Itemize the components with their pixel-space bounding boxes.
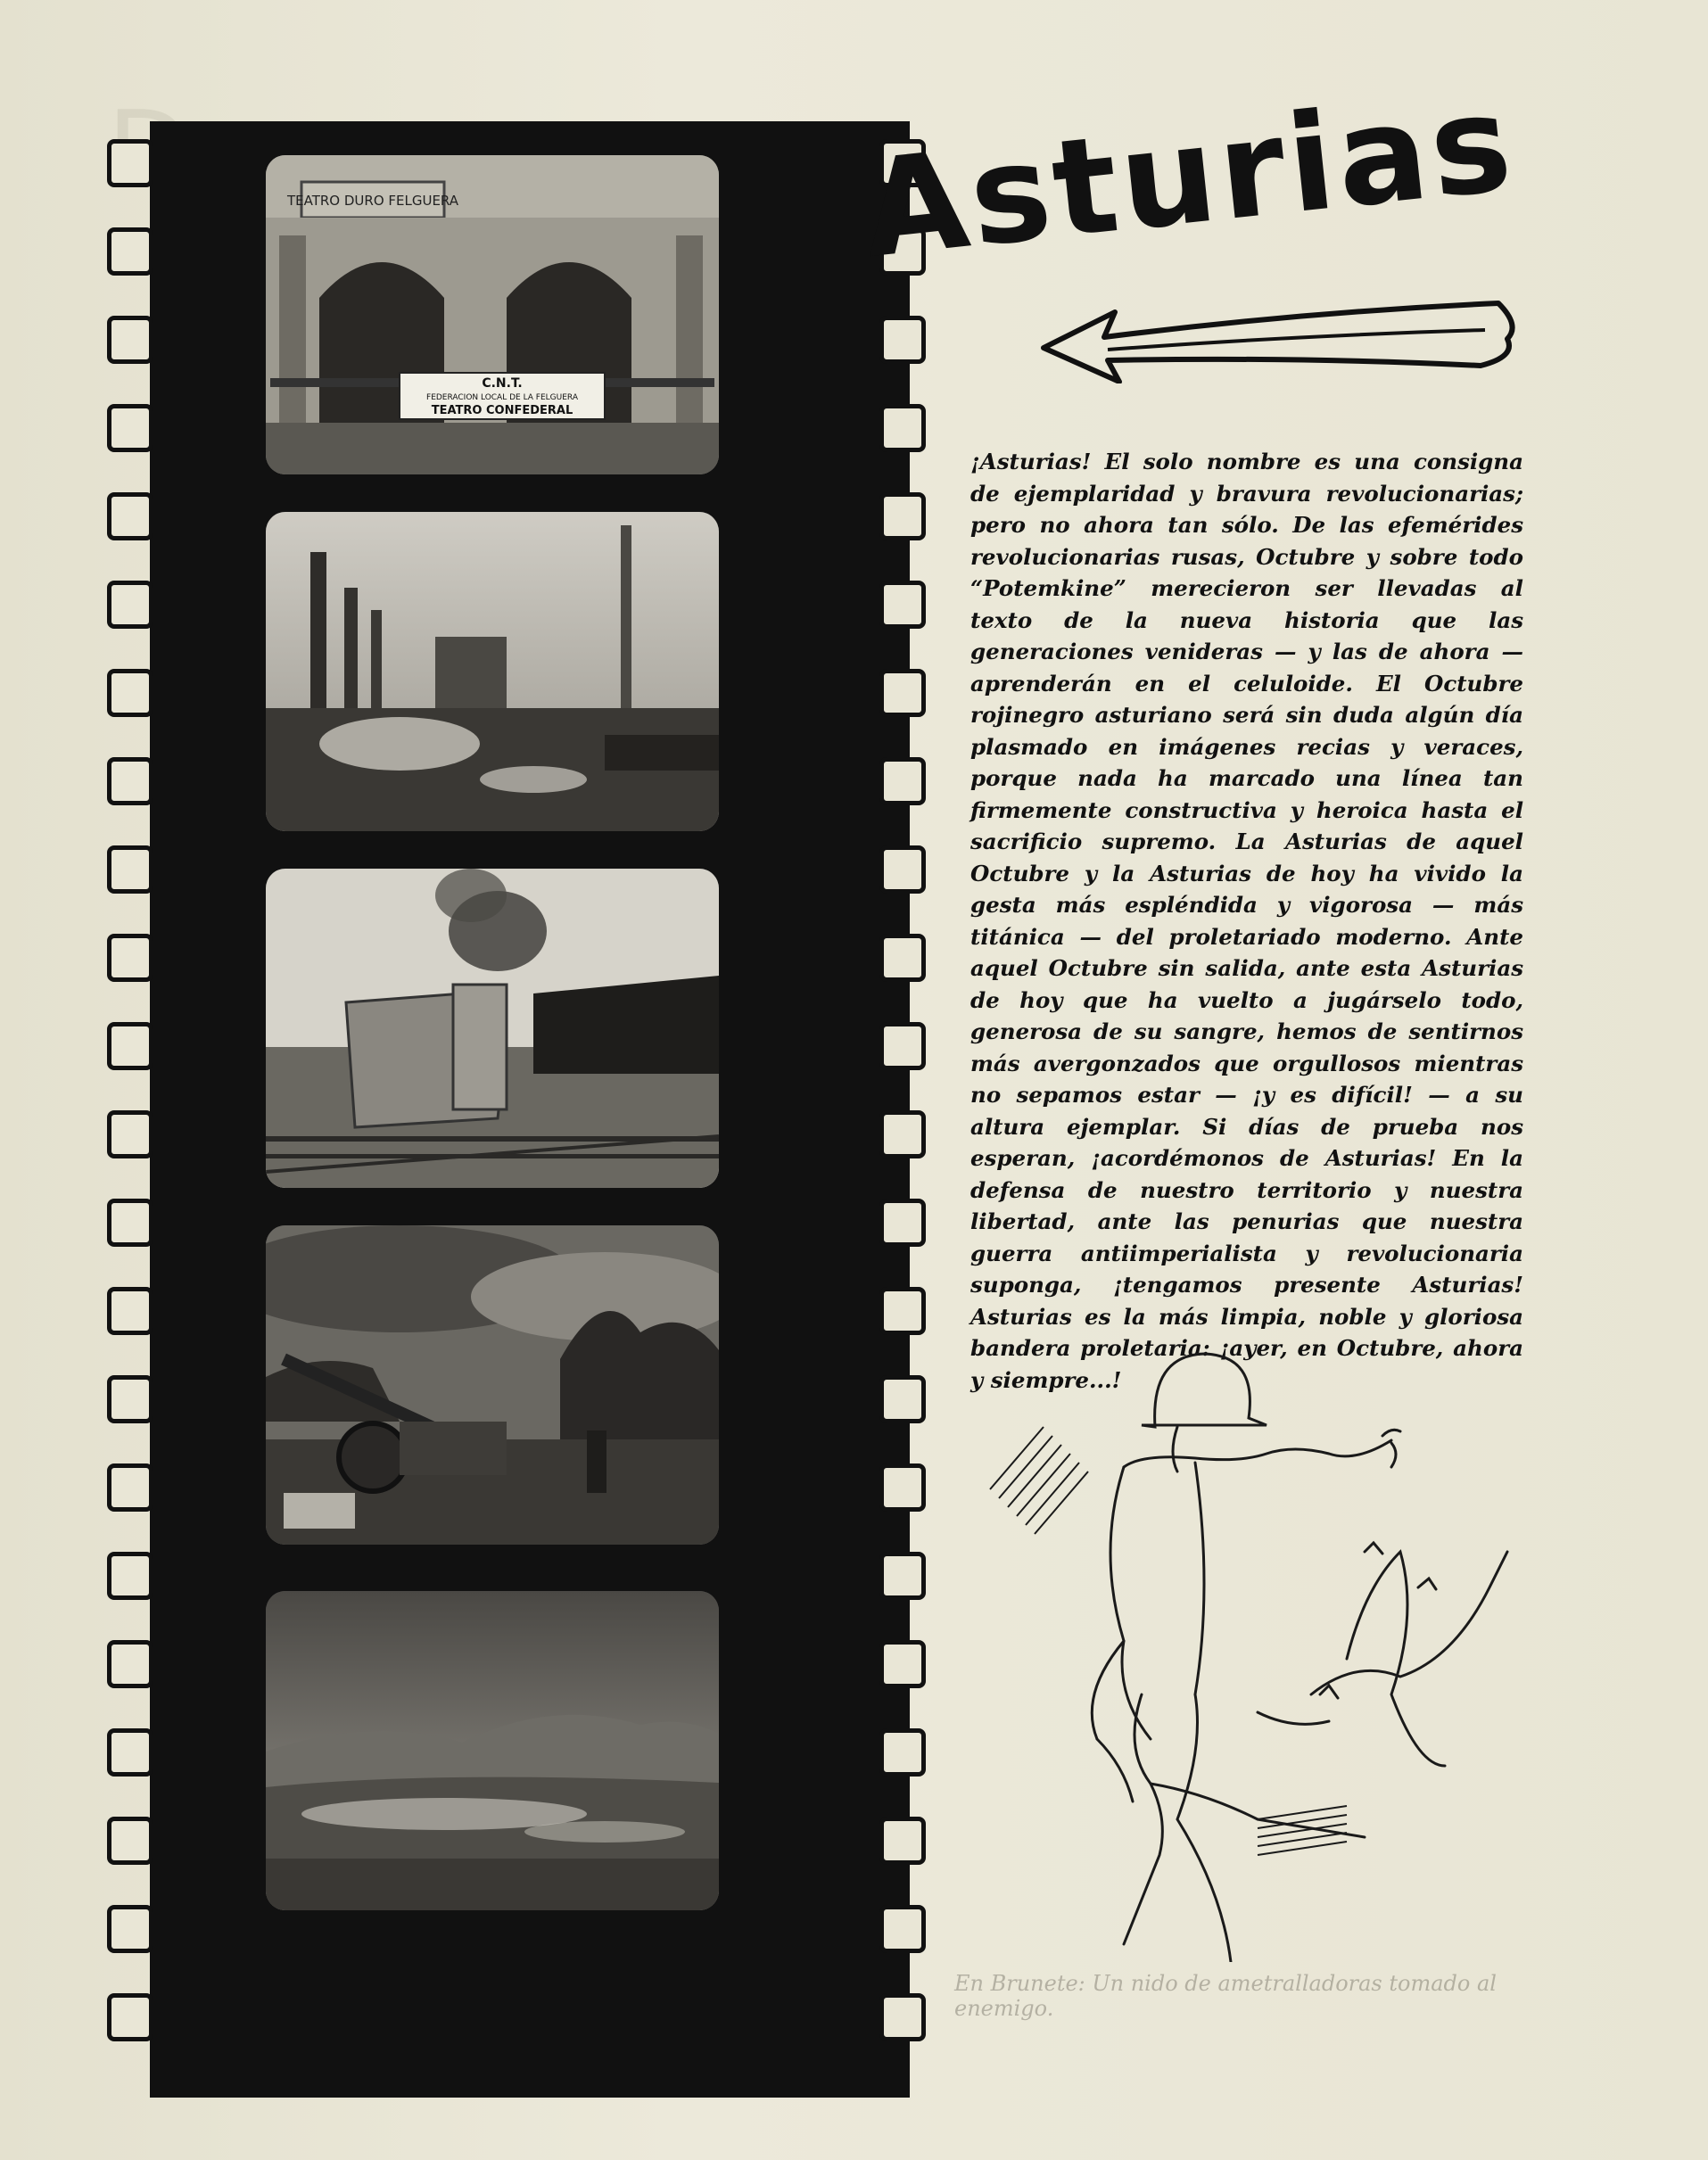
film-perforation xyxy=(879,1110,926,1158)
film-perforation xyxy=(107,1199,153,1247)
film-perforation xyxy=(107,1110,153,1158)
film-frame-theatre xyxy=(266,155,719,474)
film-perforation xyxy=(879,1463,926,1512)
film-perforation xyxy=(107,404,153,452)
film-perforation xyxy=(879,1728,926,1777)
film-perforation xyxy=(107,1552,153,1600)
film-perforations-left xyxy=(107,121,169,2098)
film-strip xyxy=(150,121,910,2098)
film-perforation xyxy=(107,934,153,982)
valley-photo xyxy=(266,1591,719,1910)
film-perforation xyxy=(879,757,926,805)
factory-photo xyxy=(266,512,719,831)
banner-line-2: FEDERACION LOCAL DE LA FELGUERA xyxy=(426,393,578,402)
film-perforation xyxy=(879,1287,926,1335)
film-frame-factory xyxy=(266,512,719,831)
film-perforation xyxy=(107,1022,153,1070)
film-perforation xyxy=(107,1905,153,1953)
bleed-through-caption: En Brunete: Un nido de ametralladoras tomado al enemigo. xyxy=(954,1971,1497,2021)
film-perforation xyxy=(879,669,926,717)
film-perforation xyxy=(879,1552,926,1600)
film-perforation xyxy=(107,757,153,805)
soldier-illustration xyxy=(972,1320,1525,1962)
film-perforation xyxy=(879,1817,926,1865)
film-perforation xyxy=(879,1640,926,1688)
film-perforation xyxy=(107,492,153,540)
film-perforation xyxy=(879,1199,926,1247)
film-perforation xyxy=(107,1287,153,1335)
film-perforation xyxy=(879,1905,926,1953)
film-perforation xyxy=(107,316,153,364)
banner-line-3: TEATRO CONFEDERAL xyxy=(431,404,573,417)
film-perforation xyxy=(879,581,926,629)
film-perforation xyxy=(879,1993,926,2041)
film-perforation xyxy=(107,845,153,894)
film-perforation xyxy=(879,845,926,894)
film-perforation xyxy=(107,139,153,187)
film-perforation xyxy=(107,1993,153,2041)
film-perforation xyxy=(107,227,153,276)
banner-line-1: C.N.T. xyxy=(482,376,523,391)
title-block xyxy=(856,65,1552,428)
film-perforation xyxy=(879,1375,926,1423)
theatre-photo xyxy=(266,155,719,474)
armored-train-photo xyxy=(266,869,719,1188)
film-perforation xyxy=(879,1022,926,1070)
page-title: Asturias xyxy=(856,65,1522,289)
article-text: ¡Asturias! El solo nombre es una consigna de ejemplaridad y bravura revolucionarias; pero no ahora tan sólo. De las efemérides revolucionarias rusas, Octubre y sobre todo “Potemkine” merecieron ser llevadas al texto de la nueva historia que las generaciones venideras — y las de ahora — aprenderán en el celuloide. El Octubre rojinegro asturiano será sin duda algún día plasmado en imágenes recias y veraces, porque nada ha marcado una línea tan firmemente constructiva y heroica hasta el sacrificio supremo. La Asturias de aquel Octubre y la Asturias de hoy ha vivido la gesta más espléndida y vigorosa — más titánica — del proletariado moderno. Ante aquel Octubre sin salida, ante esta Asturias de hoy que ha vuelto a jugárselo todo, generosa de su sangre, hemos de sentirnos más avergonzados que orgullosos mientras no sepamos estar — ¡y es difícil! — a su altura ejemplar. Si días de prueba nos esperan, ¡acordémonos de Asturias! En la defensa de nuestro territorio y nuestra libertad, ante las penurias que nuestra guerra antiimperialista y revolucionaria suponga, ¡tengamos presente Asturias! Asturias es la más limpia, noble y gloriosa bandera proletaria: ¡ayer, en Octubre, ahora y siempre...! xyxy=(970,449,1523,1393)
theatre-sign: TEATRO DURO FELGUERA xyxy=(286,193,459,209)
arrow-left-icon xyxy=(1035,285,1534,383)
film-frame-armored-train xyxy=(266,869,719,1188)
film-perforation xyxy=(107,1375,153,1423)
film-frame-artillery xyxy=(266,1225,719,1545)
film-perforation xyxy=(107,1640,153,1688)
film-perforation xyxy=(107,1463,153,1512)
film-perforation xyxy=(879,492,926,540)
film-perforation xyxy=(879,934,926,982)
film-perforation xyxy=(107,669,153,717)
film-perforation xyxy=(107,1728,153,1777)
film-perforation xyxy=(107,581,153,629)
film-frame-valley xyxy=(266,1591,719,1910)
artillery-photo xyxy=(266,1225,719,1545)
film-perforation xyxy=(107,1817,153,1865)
